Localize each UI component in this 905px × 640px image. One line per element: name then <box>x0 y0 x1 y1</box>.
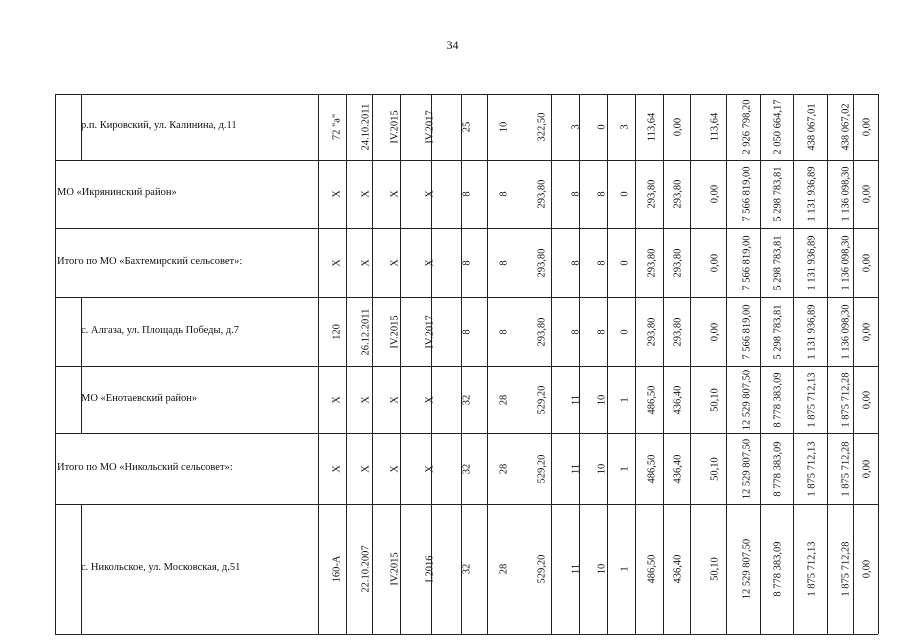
cell-value: X <box>389 258 401 267</box>
cell-value: X <box>331 258 343 267</box>
cell-value: 8 778 383,09 <box>772 541 784 597</box>
cell-value: 8 <box>498 259 510 266</box>
cell-value: 5 298 783,81 <box>772 166 784 222</box>
cell-value: 529,20 <box>536 554 548 584</box>
cell-value: 120 <box>331 323 343 340</box>
table-left-border <box>55 94 56 634</box>
cell-value: X <box>389 464 401 473</box>
row-label: с. Алгаза, ул. Площадь Победы, д.7 <box>81 324 240 336</box>
column-rule <box>431 94 432 634</box>
cell-value: 293,80 <box>646 179 658 209</box>
cell-value: 1 131 936,89 <box>806 234 818 291</box>
cell-value: IV.2015 <box>389 314 401 349</box>
cell-value: 0,00 <box>861 559 873 579</box>
row-label: с. Никольское, ул. Московская, д.51 <box>81 562 241 573</box>
column-rule <box>827 94 828 634</box>
cell-value: X <box>389 395 401 404</box>
cell-value: 11 <box>570 463 582 474</box>
cell-value: 0,00 <box>709 253 721 272</box>
cell-value: 1 <box>619 465 631 472</box>
cell-value: 1 136 098,30 <box>840 166 852 222</box>
cell-value: 0,00 <box>861 459 873 478</box>
cell-value: 2 926 798,20 <box>741 99 753 155</box>
cell-value: 1 131 936,89 <box>806 166 818 222</box>
cell-value: 486,50 <box>646 385 658 414</box>
cell-value: 293,80 <box>646 317 658 346</box>
cell-value: 8 778 383,09 <box>772 440 784 497</box>
cell-value: 7 566 819,00 <box>741 303 753 360</box>
cell-value: 50,10 <box>709 387 721 412</box>
cell-value: 436,40 <box>672 454 684 483</box>
cell-value: 1 875 712,13 <box>806 541 818 597</box>
cell-value: 1 875 712,28 <box>840 541 852 597</box>
row-rule <box>55 504 878 505</box>
cell-value: 8 <box>461 328 473 335</box>
cell-value: 436,40 <box>672 385 684 414</box>
row-rule <box>55 366 878 367</box>
column-rule <box>878 94 879 634</box>
cell-value: 1 131 936,89 <box>806 303 818 360</box>
cell-value: X <box>424 464 436 473</box>
cell-value: 7 566 819,00 <box>741 234 753 291</box>
cell-value: 32 <box>461 463 473 474</box>
cell-value: 293,80 <box>672 179 684 209</box>
column-rule <box>487 94 488 634</box>
cell-value: 12 529 807,50 <box>741 438 753 499</box>
page-number: 34 <box>446 38 459 52</box>
row-rule <box>55 297 878 298</box>
cell-value: X <box>360 190 372 198</box>
cell-value: 8 <box>498 328 510 335</box>
column-rule <box>318 94 319 634</box>
column-rule <box>726 94 727 634</box>
cell-value: 0,00 <box>861 322 873 341</box>
cell-value: 0 <box>619 191 631 197</box>
row-rule <box>55 634 878 635</box>
cell-value: 322,50 <box>536 112 548 142</box>
cell-value: 8 <box>570 328 582 335</box>
cell-value: 1 875 712,28 <box>840 371 852 428</box>
cell-value: 160-А <box>331 555 343 583</box>
cell-value: 50,10 <box>709 557 721 581</box>
cell-value: 486,50 <box>646 454 658 483</box>
column-rule <box>551 94 552 634</box>
cell-value: 12 529 807,50 <box>741 538 753 600</box>
cell-value: 28 <box>498 463 510 474</box>
cell-value: 32 <box>461 563 473 575</box>
column-rule <box>346 94 347 634</box>
cell-value: 11 <box>570 563 582 575</box>
cell-value: 0 <box>619 259 631 266</box>
row-rule <box>55 94 878 95</box>
cell-value: 1 875 712,13 <box>806 371 818 428</box>
cell-value: 113,64 <box>646 112 658 142</box>
cell-value: X <box>424 258 436 267</box>
cell-value: X <box>360 395 372 404</box>
cell-value: 3 <box>570 124 582 130</box>
cell-value: 293,80 <box>672 248 684 277</box>
cell-value: IV.2017 <box>424 110 436 144</box>
column-rule <box>793 94 794 634</box>
cell-value: 8 <box>461 191 473 197</box>
cell-value: 1 <box>619 566 631 572</box>
cell-value: 50,10 <box>709 456 721 481</box>
row-label: МО «Икрянинский район» <box>57 187 177 198</box>
cell-value: 10 <box>596 394 608 405</box>
cell-value: 1 875 712,28 <box>840 440 852 497</box>
cell-value: 10 <box>498 121 510 133</box>
cell-value: 12 529 807,50 <box>741 369 753 430</box>
cell-value: 0,00 <box>861 253 873 272</box>
cell-value: 113,64 <box>709 112 721 142</box>
cell-value: 438 067,01 <box>806 103 818 151</box>
cell-value: 0,00 <box>861 184 873 204</box>
cell-value: 0,00 <box>672 117 684 137</box>
row-label: МО «Енотаевский район» <box>81 392 198 404</box>
row-label: р.п. Кировский, ул. Калинина, д.11 <box>81 120 237 131</box>
cell-value: 0 <box>596 124 608 130</box>
cell-value: 8 <box>498 191 510 197</box>
row-label: Итого по МО «Никольский сельсовет»: <box>57 461 233 473</box>
column-rule <box>372 94 373 634</box>
cell-value: 3 <box>619 124 631 130</box>
cell-value: 1 875 712,13 <box>806 440 818 497</box>
row-label: Итого по МО «Бахтемирский сельсовет»: <box>57 255 243 267</box>
cell-value: IV.2015 <box>389 110 401 144</box>
column-rule <box>663 94 664 634</box>
cell-value: 0 <box>619 328 631 335</box>
cell-value: 486,50 <box>646 554 658 584</box>
cell-value: 2 050 664,17 <box>772 99 784 155</box>
cell-value: 11 <box>570 394 582 405</box>
cell-value: 22.10.2007 <box>360 545 372 593</box>
cell-value: 8 <box>461 259 473 266</box>
cell-value: 293,80 <box>672 317 684 346</box>
cell-value: 28 <box>498 394 510 405</box>
cell-value: 72 "а" <box>331 113 343 141</box>
cell-value: IV.2015 <box>389 552 401 586</box>
cell-value: 25 <box>461 121 473 133</box>
cell-value: 293,80 <box>536 248 548 277</box>
row-rule <box>55 160 878 161</box>
cell-value: X <box>360 464 372 473</box>
cell-value: 26.12.2011 <box>360 308 372 355</box>
cell-value: 8 <box>570 191 582 197</box>
cell-value: 293,80 <box>536 179 548 209</box>
cell-value: 293,80 <box>536 317 548 346</box>
cell-value: 5 298 783,81 <box>772 303 784 360</box>
cell-value: X <box>389 190 401 198</box>
cell-value: 8 <box>596 259 608 266</box>
cell-value: 1 136 098,30 <box>840 303 852 360</box>
cell-value: 0,00 <box>709 184 721 204</box>
cell-value: 1 136 098,30 <box>840 234 852 291</box>
cell-value: 0,00 <box>861 390 873 409</box>
column-rule <box>635 94 636 634</box>
cell-value: 24.10.2011 <box>360 103 372 151</box>
cell-value: 10 <box>596 463 608 474</box>
cell-value: 8 <box>596 191 608 197</box>
cell-value: 1 <box>619 396 631 403</box>
cell-value: IV.2017 <box>424 314 436 349</box>
column-rule <box>853 94 854 634</box>
cell-value: I.2016 <box>424 555 436 583</box>
cell-value: 529,20 <box>536 385 548 414</box>
data-table <box>55 94 878 634</box>
cell-value: 8 <box>596 328 608 335</box>
column-rule <box>690 94 691 634</box>
cell-value: X <box>331 395 343 404</box>
column-rule <box>760 94 761 634</box>
cell-value: X <box>424 395 436 404</box>
cell-value: 7 566 819,00 <box>741 166 753 222</box>
cell-value: 0,00 <box>709 322 721 341</box>
cell-value: 293,80 <box>646 248 658 277</box>
column-rule <box>461 94 462 634</box>
cell-value: 10 <box>596 563 608 575</box>
cell-value: X <box>331 190 343 198</box>
column-rule <box>607 94 608 634</box>
cell-value: 0,00 <box>861 117 873 137</box>
cell-value: X <box>424 190 436 198</box>
row-rule <box>55 228 878 229</box>
cell-value: 8 778 383,09 <box>772 371 784 428</box>
cell-value: 436,40 <box>672 554 684 584</box>
cell-value: 8 <box>570 259 582 266</box>
cell-value: 529,20 <box>536 454 548 483</box>
cell-value: 438 067,02 <box>840 103 852 151</box>
cell-value: 32 <box>461 394 473 405</box>
row-rule <box>55 433 878 434</box>
cell-value: 5 298 783,81 <box>772 234 784 291</box>
column-rule <box>579 94 580 634</box>
cell-value: 28 <box>498 563 510 575</box>
cell-value: X <box>331 464 343 473</box>
cell-value: X <box>360 258 372 267</box>
